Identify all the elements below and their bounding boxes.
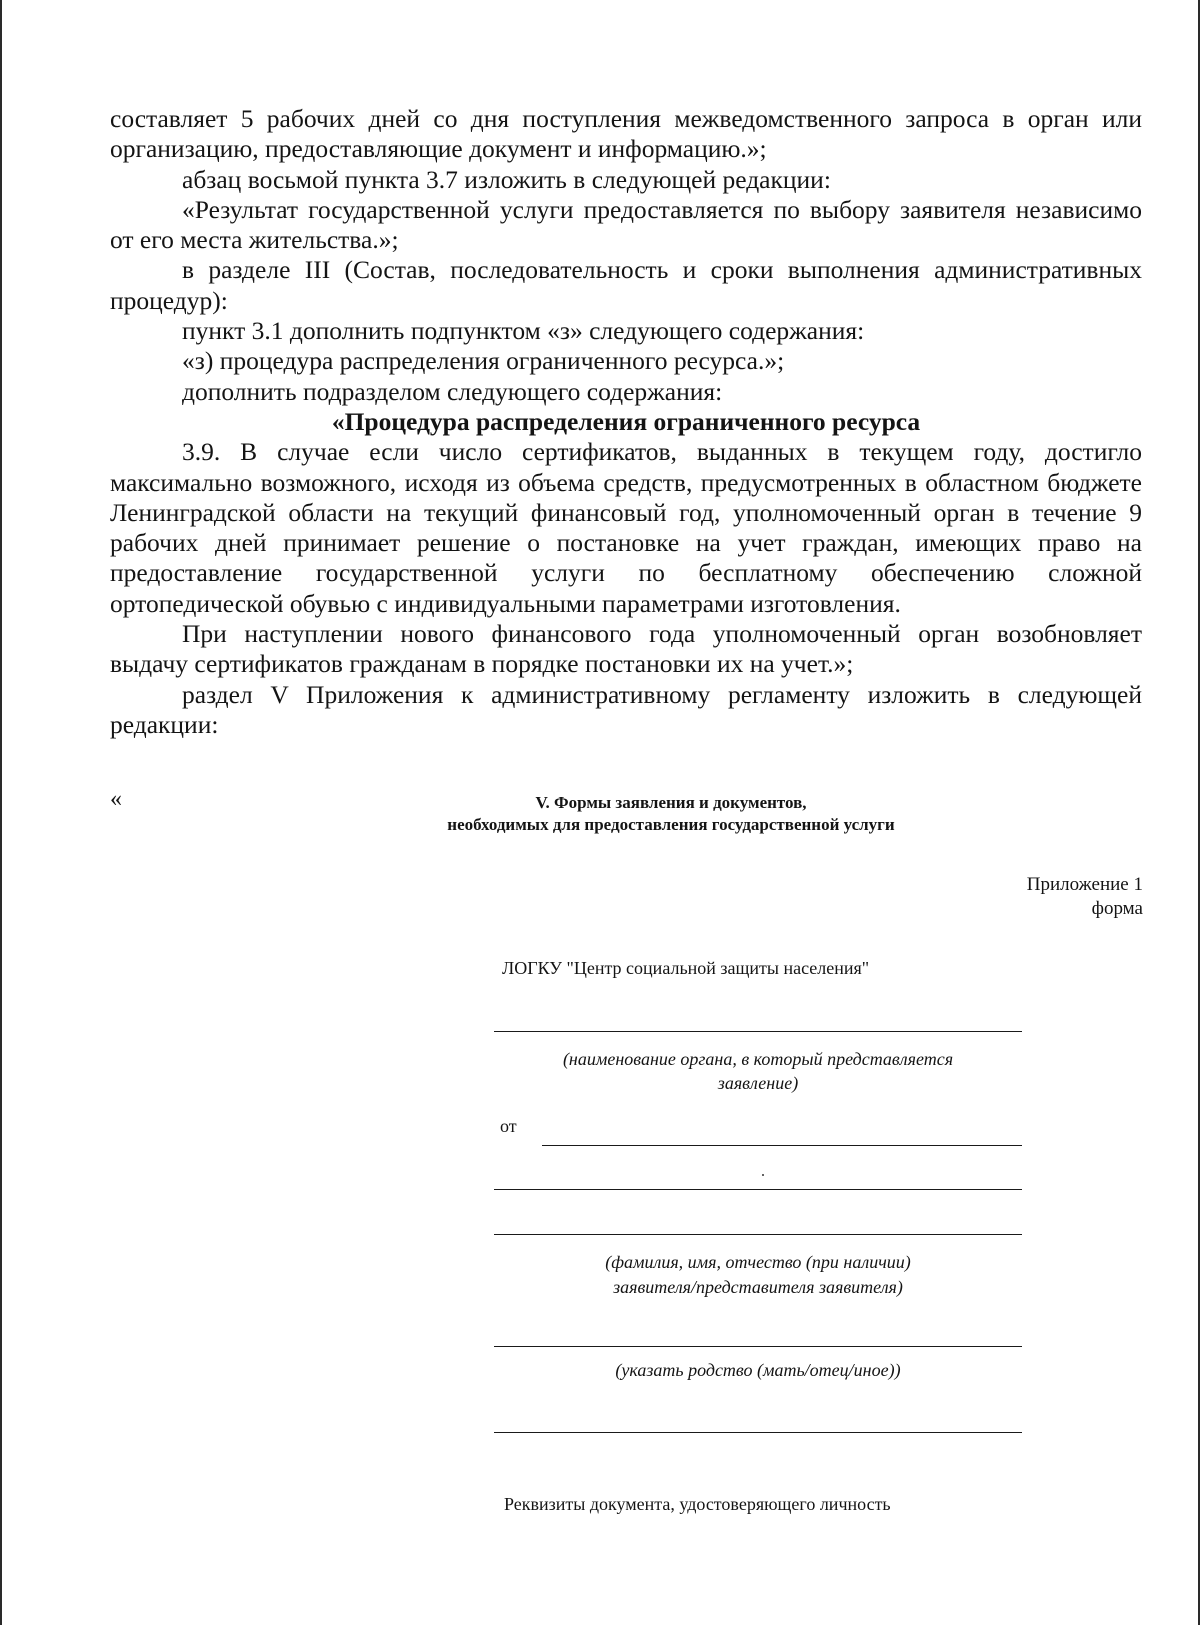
kinship-hint: (указать родство (мать/отец/иное)) xyxy=(615,1360,901,1380)
applicant-line-2[interactable] xyxy=(494,1189,1022,1190)
paragraph-3-9: 3.9. В случае если число сертификатов, выданных в текущем году, достигло максимально возможного, исходя из объема средств, предусмотренных в областном бюджете Ленинградской области на текущий финансовый год, уполномоченный орган в течение 9 рабочих дней принимает решение о постановке на учет граждан, имеющих право на предоставление государственной услуги по бесплатному обеспечению сложной ортопедической обувью с индивидуальными параметрами изготовления. xyxy=(110,437,1142,618)
opening-quote: « xyxy=(110,786,122,812)
subsection-heading: «Процедура распределения ограниченного ресурса xyxy=(331,406,921,436)
extra-line[interactable] xyxy=(494,1432,1022,1433)
applicant-line-1[interactable] xyxy=(542,1145,1022,1146)
section-v-title-line1: V. Формы заявления и документов, xyxy=(535,793,807,812)
applicant-name-hint-1: (фамилия, имя, отчество (при наличии) xyxy=(605,1252,911,1272)
id-document-label: Реквизиты документа, удостоверяющего личность xyxy=(504,1494,891,1514)
section-v-heading xyxy=(110,786,1142,836)
recipient-organization: ЛОГКУ "Центр социальной защиты населения" xyxy=(502,958,870,978)
paragraph-deadline: составляет 5 рабочих дней со дня поступления межведомственного запроса в орган или организацию, предоставляющие документ и информацию.»; xyxy=(110,104,1142,164)
appendix-label xyxy=(1027,873,1143,921)
kinship-line[interactable] xyxy=(494,1346,1022,1347)
from-label: от xyxy=(500,1116,517,1136)
paragraph-new-financial-year: При наступлении нового финансового года уполномоченный орган возобновляет выдачу сертификатов гражданам в порядке постановки их на учет.»; xyxy=(110,619,1142,679)
section-v-title-line2: необходимых для предоставления государственной услуги xyxy=(447,815,895,834)
appendix-number: Приложение 1 xyxy=(1026,874,1143,895)
paragraph-subitem-z: «з) процедура распределения ограниченного ресурса.»; xyxy=(182,346,785,376)
applicant-line-3[interactable] xyxy=(494,1234,1022,1235)
paragraph-add-subsection: дополнить подразделом следующего содержания: xyxy=(182,376,723,406)
organ-name-line[interactable] xyxy=(494,1031,1022,1032)
document-body xyxy=(110,104,1142,740)
scan-speck xyxy=(762,1174,764,1176)
paragraph-item-3-1: пункт 3.1 дополнить подпунктом «з» следующего содержания: xyxy=(182,316,865,346)
paragraph-result-of-service: «Результат государственной услуги предоставляется по выбору заявителя независимо от его места жительства.»; xyxy=(110,194,1142,255)
applicant-name-hint-2: заявителя/представителя заявителя) xyxy=(613,1277,903,1297)
organ-name-hint-1: (наименование органа, в который представляется xyxy=(562,1049,954,1069)
paragraph-amendment-3-7: абзац восьмой пункта 3.7 изложить в следующей редакции: xyxy=(182,164,831,194)
appendix-form-word: форма xyxy=(1091,898,1143,919)
scan-border-left xyxy=(0,0,2,1625)
paragraph-section-iii: в разделе III (Состав, последовательность и сроки выполнения административных процедур): xyxy=(110,255,1142,315)
paragraph-section-v: раздел V Приложения к административному регламенту изложить в следующей редакции: xyxy=(110,679,1142,739)
organ-name-hint-2: заявление) xyxy=(717,1073,799,1093)
